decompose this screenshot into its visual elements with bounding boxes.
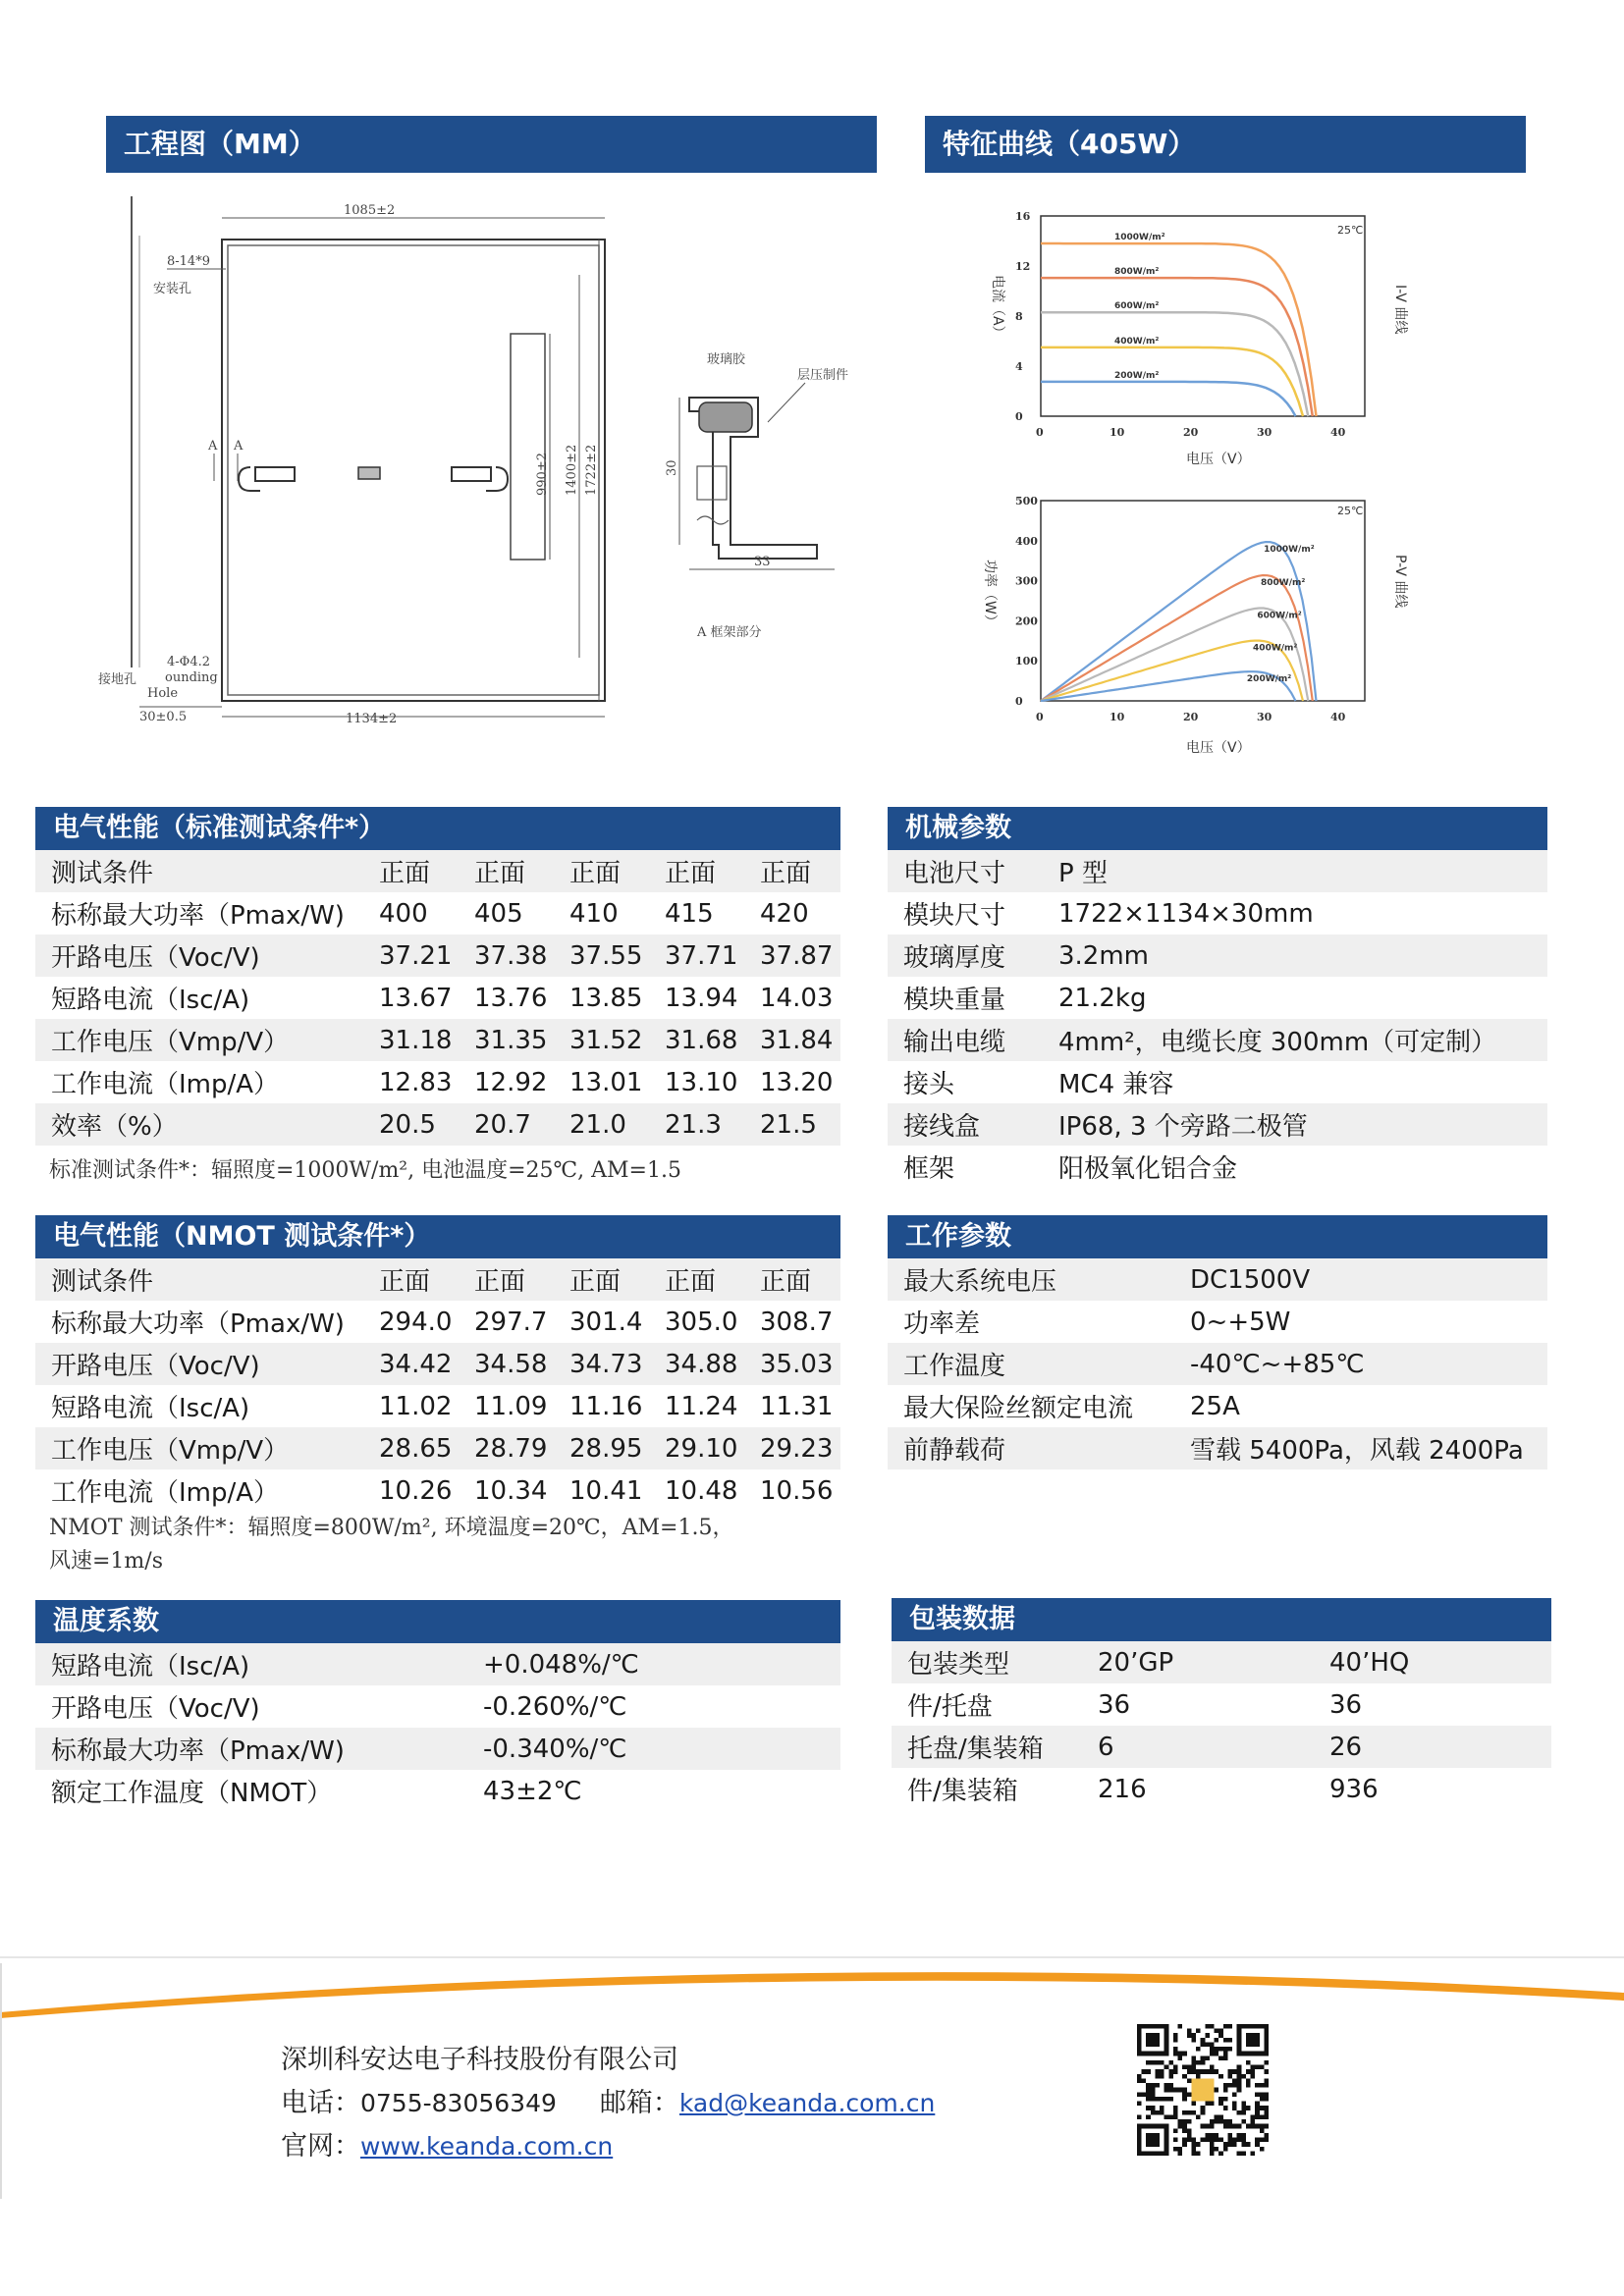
row-value: 26 xyxy=(1314,1726,1551,1768)
row-value: 10.26 xyxy=(363,1469,459,1512)
table-row xyxy=(35,1061,840,1103)
iv-series-line xyxy=(1041,312,1308,416)
pv-series-label: 200W/m² xyxy=(1246,674,1292,685)
pv-ytick: 300 xyxy=(1015,574,1038,588)
row-value: 11.24 xyxy=(649,1385,744,1427)
row-value: 13.67 xyxy=(363,977,459,1019)
email-label: 邮箱： xyxy=(599,2088,679,2118)
row-label: 工作电流（Imp/A） xyxy=(35,1469,363,1512)
table-row xyxy=(892,1726,1551,1768)
row-value: 297.7 xyxy=(459,1301,554,1343)
iv-xtick: 40 xyxy=(1330,426,1346,439)
row-value: 13.01 xyxy=(554,1061,649,1103)
row-value: 37.71 xyxy=(649,934,744,977)
row-value: P 型 xyxy=(1043,850,1547,892)
table-row xyxy=(35,850,840,892)
ground-hole-spec: 4-Φ4.2 xyxy=(167,655,210,669)
row-value: 301.4 xyxy=(554,1301,649,1343)
row-label: 标称最大功率（Pmax/W) xyxy=(35,892,363,934)
row-label: 开路电压（Voc/V) xyxy=(35,934,363,977)
iv-xtick: 20 xyxy=(1183,426,1199,439)
row-value: 31.84 xyxy=(744,1019,840,1061)
table-row xyxy=(888,1343,1547,1385)
row-label: 模块尺寸 xyxy=(888,892,1043,934)
row-value: 20.5 xyxy=(363,1103,459,1146)
row-value: 28.79 xyxy=(459,1427,554,1469)
footer-swoosh xyxy=(0,1953,1624,2022)
table-row xyxy=(888,1258,1547,1301)
row-value: 37.21 xyxy=(363,934,459,977)
nmot-header: 电气性能（NMOT 测试条件*） xyxy=(35,1215,840,1258)
row-label: 功率差 xyxy=(888,1301,1174,1343)
iv-series-label: 600W/m² xyxy=(1114,301,1160,312)
oper-header: 工作参数 xyxy=(888,1215,1547,1258)
dim-h2: 1400±2 xyxy=(565,444,579,496)
iv-chart xyxy=(972,206,1424,471)
row-value: IP68, 3 个旁路二极管 xyxy=(1043,1103,1547,1146)
row-value: 20’GP xyxy=(1082,1641,1314,1683)
row-label: 模块重量 xyxy=(888,977,1043,1019)
table-row xyxy=(35,1343,840,1385)
row-value: 31.18 xyxy=(363,1019,459,1061)
row-label: 框架 xyxy=(888,1146,1043,1188)
stc-note: 标准测试条件*：辐照度=1000W/m², 电池温度=25℃, AM=1.5 xyxy=(49,1158,681,1183)
row-value: 21.0 xyxy=(554,1103,649,1146)
row-value: 正面 xyxy=(649,1258,744,1301)
dim-h1: 990±2 xyxy=(535,453,550,496)
row-value: 13.10 xyxy=(649,1061,744,1103)
row-value: 420 xyxy=(744,892,840,934)
pv-ytick: 500 xyxy=(1015,495,1038,507)
row-value: 410 xyxy=(554,892,649,934)
row-label: 接线盒 xyxy=(888,1103,1043,1146)
module-drawing xyxy=(88,196,874,746)
iv-xtick: 10 xyxy=(1110,426,1125,439)
row-value: 11.02 xyxy=(363,1385,459,1427)
row-label: 额定工作温度（NMOT） xyxy=(35,1770,467,1812)
row-value: 11.16 xyxy=(554,1385,649,1427)
iv-ytick: 16 xyxy=(1015,210,1031,223)
glass-glue-label: 玻璃胶 xyxy=(707,352,746,367)
dim-width-top: 1085±2 xyxy=(344,203,396,218)
row-value: MC4 兼容 xyxy=(1043,1061,1547,1103)
table-row xyxy=(888,1019,1547,1061)
table-row xyxy=(35,1258,840,1301)
table-row xyxy=(35,977,840,1019)
row-label: 工作电压（Vmp/V） xyxy=(35,1019,363,1061)
section-marker-right: A xyxy=(234,439,244,454)
row-value: 35.03 xyxy=(744,1343,840,1385)
frame-width: 33 xyxy=(754,555,771,569)
row-value: 936 xyxy=(1314,1768,1551,1810)
row-value: -40℃~+85℃ xyxy=(1174,1343,1547,1385)
row-value: 34.88 xyxy=(649,1343,744,1385)
row-label: 测试条件 xyxy=(35,1258,363,1301)
pv-xtick: 30 xyxy=(1257,711,1272,723)
row-value: 31.52 xyxy=(554,1019,649,1061)
table-row xyxy=(888,892,1547,934)
row-value: 21.3 xyxy=(649,1103,744,1146)
pv-temp: 25℃ xyxy=(1337,505,1364,517)
pv-chart xyxy=(972,491,1424,761)
row-value: 34.58 xyxy=(459,1343,554,1385)
row-value: 6 xyxy=(1082,1726,1314,1768)
stc-header: 电气性能（标准测试条件*） xyxy=(35,807,840,850)
table-row xyxy=(888,850,1547,892)
row-label: 短路电流（Isc/A) xyxy=(35,1385,363,1427)
row-value: 正面 xyxy=(649,850,744,892)
row-label: 工作温度 xyxy=(888,1343,1174,1385)
table-row xyxy=(35,1103,840,1146)
pv-xtick: 0 xyxy=(1036,711,1044,723)
web-link[interactable]: www.keanda.com.cn xyxy=(360,2132,614,2161)
stc-table xyxy=(35,850,840,1146)
curves-header: 特征曲线（405W） xyxy=(925,116,1526,173)
iv-title: I-V 曲线 xyxy=(1392,285,1408,335)
row-value: 0~+5W xyxy=(1174,1301,1547,1343)
row-label: 玻璃厚度 xyxy=(888,934,1043,977)
row-value: 34.73 xyxy=(554,1343,649,1385)
pv-xlabel: 电压（V） xyxy=(1186,740,1251,756)
mount-hole-spec: 8-14*9 xyxy=(167,254,210,269)
row-value: 正面 xyxy=(554,850,649,892)
row-value: -0.260%/℃ xyxy=(467,1685,840,1728)
table-row xyxy=(35,1301,840,1343)
row-value: 13.20 xyxy=(744,1061,840,1103)
iv-ylabel: 电流（A） xyxy=(990,275,1005,340)
frame-depth: 30 xyxy=(665,459,679,476)
iv-temp: 25℃ xyxy=(1337,224,1364,237)
row-value: 36 xyxy=(1314,1683,1551,1726)
row-value: 阳极氧化铝合金 xyxy=(1043,1146,1547,1188)
row-value: DC1500V xyxy=(1174,1258,1547,1301)
table-row xyxy=(35,1019,840,1061)
row-value: 正面 xyxy=(554,1258,649,1301)
row-value: 1722×1134×30mm xyxy=(1043,892,1547,934)
row-value: 正面 xyxy=(363,1258,459,1301)
iv-series-label: 400W/m² xyxy=(1114,336,1160,347)
row-value: 37.38 xyxy=(459,934,554,977)
row-value: 308.7 xyxy=(744,1301,840,1343)
row-value: 4mm²，电缆长度 300mm（可定制） xyxy=(1043,1019,1547,1061)
row-value: 36 xyxy=(1082,1683,1314,1726)
row-value: 28.95 xyxy=(554,1427,649,1469)
row-value: 13.85 xyxy=(554,977,649,1019)
row-value: 294.0 xyxy=(363,1301,459,1343)
iv-series-label: 800W/m² xyxy=(1114,267,1160,278)
row-value: 21.2kg xyxy=(1043,977,1547,1019)
row-value: 43±2℃ xyxy=(467,1770,840,1812)
row-value: 3.2mm xyxy=(1043,934,1547,977)
iv-series-label: 200W/m² xyxy=(1114,370,1160,381)
pv-xtick: 20 xyxy=(1183,711,1199,723)
drawing-header: 工程图（MM） xyxy=(106,116,877,173)
row-label: 开路电压（Voc/V) xyxy=(35,1343,363,1385)
row-value: 31.35 xyxy=(459,1019,554,1061)
table-row xyxy=(888,1301,1547,1343)
pack-header: 包装数据 xyxy=(892,1598,1551,1641)
row-value: 25A xyxy=(1174,1385,1547,1427)
pv-series-label: 800W/m² xyxy=(1261,578,1306,589)
row-value: 34.42 xyxy=(363,1343,459,1385)
laminate-label: 层压制件 xyxy=(797,368,849,383)
pv-ytick: 400 xyxy=(1015,534,1038,548)
mech-table xyxy=(888,850,1547,1188)
row-label: 开路电压（Voc/V) xyxy=(35,1685,467,1728)
nmot-table xyxy=(35,1258,840,1512)
table-row xyxy=(35,1728,840,1770)
frame-part-label: A 框架部分 xyxy=(697,625,762,640)
iv-series-label: 1000W/m² xyxy=(1114,233,1165,243)
row-value: 正面 xyxy=(459,1258,554,1301)
pv-series-line xyxy=(1041,609,1308,702)
table-row xyxy=(35,1643,840,1685)
table-row xyxy=(35,1770,840,1812)
row-value: 11.09 xyxy=(459,1385,554,1427)
pack-table xyxy=(892,1641,1551,1810)
row-value: -0.340%/℃ xyxy=(467,1728,840,1770)
iv-xtick: 30 xyxy=(1257,426,1272,439)
iv-ytick: 0 xyxy=(1015,410,1023,423)
oper-table xyxy=(888,1258,1547,1469)
row-value: 10.41 xyxy=(554,1469,649,1512)
row-value: 正面 xyxy=(744,1258,840,1301)
row-value: 37.87 xyxy=(744,934,840,977)
row-value: 31.68 xyxy=(649,1019,744,1061)
table-row xyxy=(888,977,1547,1019)
row-label: 最大系统电压 xyxy=(888,1258,1174,1301)
row-value: 20.7 xyxy=(459,1103,554,1146)
nmot-note-1: NMOT 测试条件*：辐照度=800W/m², 环境温度=20℃，AM=1.5， xyxy=(49,1516,734,1540)
nmot-note-2: 风速=1m/s xyxy=(49,1549,163,1574)
row-label: 效率（%） xyxy=(35,1103,363,1146)
row-value: 10.34 xyxy=(459,1469,554,1512)
row-label: 标称最大功率（Pmax/W) xyxy=(35,1301,363,1343)
section-marker-left: A xyxy=(208,439,218,454)
row-value: 29.10 xyxy=(649,1427,744,1469)
row-value: 305.0 xyxy=(649,1301,744,1343)
ground-hole-label: 接地孔 xyxy=(98,672,137,687)
dim-bottom-left: 30±0.5 xyxy=(139,710,188,724)
row-label: 接头 xyxy=(888,1061,1043,1103)
row-label: 短路电流（Isc/A) xyxy=(35,977,363,1019)
row-value: 37.55 xyxy=(554,934,649,977)
row-label: 标称最大功率（Pmax/W) xyxy=(35,1728,467,1770)
row-label: 短路电流（Isc/A) xyxy=(35,1643,467,1685)
company-name: 深圳科安达电子科技股份有限公司 xyxy=(281,2045,678,2075)
pv-xtick: 40 xyxy=(1330,711,1346,723)
table-row xyxy=(35,1685,840,1728)
row-label: 最大保险丝额定电流 xyxy=(888,1385,1174,1427)
row-label: 件/托盘 xyxy=(892,1683,1082,1726)
pv-ytick: 200 xyxy=(1015,614,1038,628)
iv-xtick: 0 xyxy=(1036,426,1044,439)
row-value: 正面 xyxy=(744,850,840,892)
table-row xyxy=(888,1385,1547,1427)
web-label: 官网： xyxy=(281,2131,360,2162)
row-value: 12.83 xyxy=(363,1061,459,1103)
row-value: 216 xyxy=(1082,1768,1314,1810)
qr-code[interactable] xyxy=(1137,2024,1269,2156)
pv-ytick: 100 xyxy=(1015,655,1038,668)
row-value: 405 xyxy=(459,892,554,934)
table-row xyxy=(892,1641,1551,1683)
table-row xyxy=(35,892,840,934)
dim-width-bottom: 1134±2 xyxy=(346,712,398,726)
table-row xyxy=(888,1103,1547,1146)
table-row xyxy=(888,1146,1547,1188)
ground-hole-text2: Hole xyxy=(147,686,179,701)
pv-title: P-V 曲线 xyxy=(1392,555,1408,609)
table-row xyxy=(35,934,840,977)
table-row xyxy=(888,1427,1547,1469)
iv-ytick: 4 xyxy=(1015,360,1023,373)
row-value: 10.56 xyxy=(744,1469,840,1512)
row-value: 12.92 xyxy=(459,1061,554,1103)
row-value: 29.23 xyxy=(744,1427,840,1469)
row-label: 前静载荷 xyxy=(888,1427,1174,1469)
row-value: 10.48 xyxy=(649,1469,744,1512)
iv-ytick: 8 xyxy=(1015,310,1023,323)
phone-label: 电话： xyxy=(281,2088,360,2118)
mount-hole-label: 安装孔 xyxy=(153,282,192,296)
email-link[interactable]: kad@keanda.com.cn xyxy=(678,2089,936,2117)
row-value: 13.94 xyxy=(649,977,744,1019)
web-line xyxy=(281,2124,613,2163)
table-row xyxy=(892,1768,1551,1810)
row-label: 件/集装箱 xyxy=(892,1768,1082,1810)
temp-coeff-table xyxy=(35,1643,840,1812)
contact-line xyxy=(281,2081,935,2119)
row-value: 40’HQ xyxy=(1314,1641,1551,1683)
mech-header: 机械参数 xyxy=(888,807,1547,850)
table-row xyxy=(35,1427,840,1469)
footer-left-rule xyxy=(0,1963,2,2199)
table-row xyxy=(35,1469,840,1512)
row-value: 11.31 xyxy=(744,1385,840,1427)
pv-series-label: 400W/m² xyxy=(1253,643,1298,654)
row-label: 托盘/集装箱 xyxy=(892,1726,1082,1768)
row-value: 14.03 xyxy=(744,977,840,1019)
phone-number: 0755-83056349 xyxy=(360,2089,557,2117)
iv-xlabel: 电压（V） xyxy=(1186,452,1251,467)
pv-series-label: 1000W/m² xyxy=(1264,545,1315,556)
row-value: 雪载 5400Pa，风载 2400Pa xyxy=(1174,1427,1547,1469)
ground-hole-text1: ounding xyxy=(165,670,218,685)
dim-h3: 1722±2 xyxy=(584,444,599,496)
pv-ytick: 0 xyxy=(1015,695,1023,708)
row-value: 28.65 xyxy=(363,1427,459,1469)
table-row xyxy=(892,1683,1551,1726)
row-label: 工作电压（Vmp/V） xyxy=(35,1427,363,1469)
row-value: +0.048%/℃ xyxy=(467,1643,840,1685)
table-row xyxy=(888,1061,1547,1103)
row-value: 正面 xyxy=(363,850,459,892)
table-row xyxy=(888,934,1547,977)
row-value: 21.5 xyxy=(744,1103,840,1146)
table-row xyxy=(35,1385,840,1427)
row-label: 电池尺寸 xyxy=(888,850,1043,892)
temp-coeff-header: 温度系数 xyxy=(35,1600,840,1643)
pv-series-label: 600W/m² xyxy=(1257,611,1302,621)
row-value: 正面 xyxy=(459,850,554,892)
pv-ylabel: 功率（W） xyxy=(982,560,998,628)
row-value: 415 xyxy=(649,892,744,934)
row-label: 测试条件 xyxy=(35,850,363,892)
iv-series-line xyxy=(1041,382,1296,416)
row-label: 输出电缆 xyxy=(888,1019,1043,1061)
row-label: 工作电流（Imp/A） xyxy=(35,1061,363,1103)
row-value: 13.76 xyxy=(459,977,554,1019)
row-label: 包装类型 xyxy=(892,1641,1082,1683)
row-value: 400 xyxy=(363,892,459,934)
pv-xtick: 10 xyxy=(1110,711,1125,723)
iv-ytick: 12 xyxy=(1015,260,1031,273)
